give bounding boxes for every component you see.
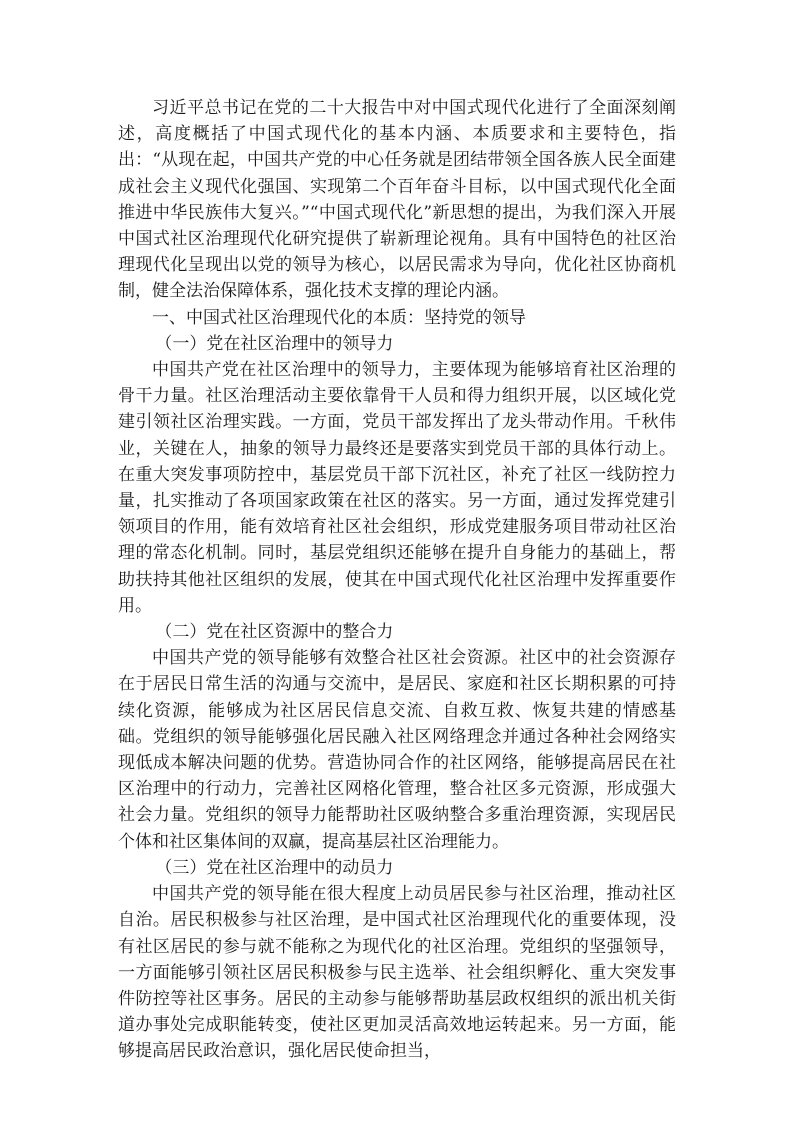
subsection-paragraph-3: 中国共产党的领导能在很大程度上动员居民参与社区治理，推动社区自治。居民积极参与社区治理，是中国式社区治理现代化的重要体现，没有社区居民的参与就不能称之为现代化的社区治理。党组织的坚强领导，一方面能够引领社区居民积极参与民主选举、社会组织孵化、重大突发事件防控等社区事务。居民的主动参与能够帮助基层政权组织的派出机关街道办事处完成职能转变，使社区更加灵活高效地运转起来。另一方面，能够提高居民政治意识，强化居民使命担当，: [118, 884, 676, 1062]
subsection-heading-3: （三）党在社区治理中的动员力: [155, 857, 394, 878]
subsection-paragraph-2: 中国共产党的领导能够有效整合社区社会资源。社区中的社会资源存在于居民日常生活的沟通与交流中，是居民、家庭和社区长期积累的可持续化资源，能够成为社区居民信息交流、自救互救、恢复共建的情感基础。党组织的领导能够强化居民融入社区网络理念并通过各种社会网络实现低成本解决问题的优势。营造协同合作的社区网络，能够提高居民在社区治理中的行动力，完善社区网格化管理，整合社区多元资源，形成强大社会力量。党组织的领导力能帮助社区吸纳整合多重治理资源，实现居民个体和社区集体间的双赢，提高基层社区治理能力。: [118, 648, 676, 852]
section-heading-1: 一、中国式社区治理现代化的本质：坚持党的领导: [152, 307, 526, 328]
intro-paragraph: 习近平总书记在党的二十大报告中对中国式现代化进行了全面深刻阐述，高度概括了中国式现代化的基本内涵、本质要求和主要特色，指出：“从现在起，中国共产党的中心任务就是团结带领全国各族人民全面建成社会主义现代化强国、实现第二个百年奋斗目标，以中国式现代化全面推进中华民族伟大复兴。”“中国式现代化”新思想的提出，为我们深入开展中国式社区治理现代化研究提供了崭新理论视角。具有中国特色的社区治理现代化呈现出以党的领导为核心，以居民需求为导向，优化社区协商机制，健全法治保障体系，强化技术支撑的理论内涵。: [118, 98, 676, 302]
subsection-heading-2: （二）党在社区资源中的整合力: [155, 622, 394, 643]
subsection-heading-1: （一）党在社区治理中的领导力: [155, 333, 394, 354]
subsection-paragraph-1: 中国共产党在社区治理中的领导力，主要体现为能够培育社区治理的骨干力量。社区治理活动主要依靠骨干人员和得力组织开展，以区域化党建引领社区治理实践。一方面，党员干部发挥出了龙头带动作用。千秋伟业，关键在人，抽象的领导力最终还是要落实到党员干部的具体行动上。在重大突发事项防控中，基层党员干部下沉社区，补充了社区一线防控力量，扎实推动了各项国家政策在社区的落实。另一方面，通过发挥党建引领项目的作用，能有效培育社区社会组织，形成党建服务项目带动社区治理的常态化机制。同时，基层党组织还能够在提升自身能力的基础上，帮助扶持其他社区组织的发展，使其在中国式现代化社区治理中发挥重要作用。: [118, 360, 676, 616]
document-body: [118, 95, 676, 1065]
